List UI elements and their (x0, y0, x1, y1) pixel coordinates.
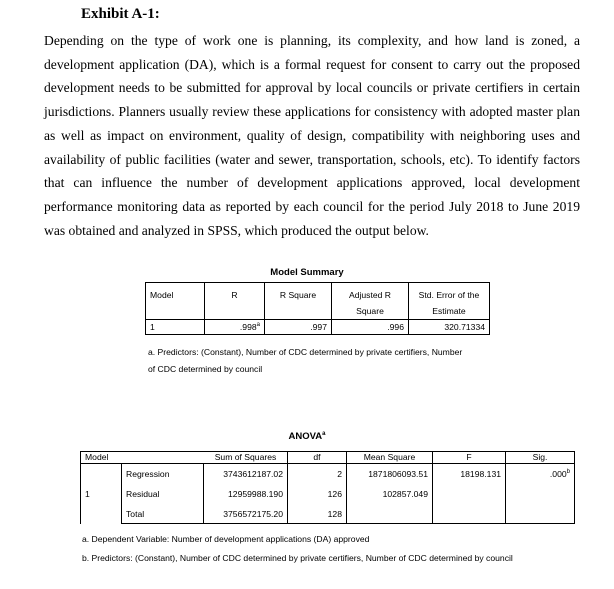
anova-header-df: df (288, 452, 347, 464)
anova-sig-footnote-mark: b (566, 468, 570, 475)
ms-cell-r (205, 320, 265, 335)
anova-cell-df: 2 (288, 464, 347, 484)
anova-header-mean-square: Mean Square (347, 452, 433, 464)
anova-cell-label: Regression (122, 464, 204, 484)
anova-row-total (81, 504, 575, 524)
model-summary-table (145, 282, 490, 335)
ms-cell-model: 1 (146, 320, 205, 335)
anova-cell-ms: 102857.049 (347, 484, 433, 504)
anova-cell-ss: 12959988.190 (204, 484, 288, 504)
anova-cell-ss: 3756572175.20 (204, 504, 288, 524)
ms-header-r-square: R Square (265, 283, 332, 320)
anova-header-row (81, 452, 575, 464)
anova-header-f: F (433, 452, 506, 464)
anova-table (80, 451, 575, 524)
ms-header-std-error: Std. Error of the Estimate (409, 283, 490, 320)
anova-cell-label: Total (122, 504, 204, 524)
anova-header-sig: Sig. (506, 452, 575, 464)
model-summary-row (146, 320, 490, 335)
anova-cell-ss: 3743612187.02 (204, 464, 288, 484)
anova-header-sum-of-squares: Sum of Squares (204, 452, 288, 464)
anova-cell-f (433, 504, 506, 524)
anova-header-model: Model (81, 452, 204, 464)
anova-footnote-a: a. Dependent Variable: Number of development applications (DA) approved (82, 534, 370, 544)
ms-r-value: .998 (239, 322, 257, 332)
anova-cell-ms: 1871806093.51 (347, 464, 433, 484)
anova-title-footnote-mark: a (322, 430, 326, 437)
anova-cell-ms (347, 504, 433, 524)
model-summary-title: Model Summary (270, 267, 344, 278)
model-summary-header-row (146, 283, 490, 320)
anova-cell-df: 126 (288, 484, 347, 504)
anova-title-text: ANOVA (288, 431, 323, 442)
anova-row-regression (81, 464, 575, 484)
anova-cell-label: Residual (122, 484, 204, 504)
anova-cell-f (433, 484, 506, 504)
ms-header-model: Model (146, 283, 205, 320)
anova-footnotes (82, 530, 522, 568)
intro-paragraph: Depending on the type of work one is planning, its complexity, and how land is zoned, a development application (DA), which is a formal request for consent to carry out the proposed development needs to be submitted for approval by local councils or private certifiers in certain jurisdictions. Planners usually review these applications for consistency with adopted master plan as well as impact on environment, quality of design, compatibility with neighboring uses and availability of public facilities (water and sewer, transportation, schools, etc). To identify factors that can influence the number of development applications approved, local development performance monitoring data as reported by each council for the period July 2018 to June 2019 was obtained and analyzed in SPSS, which produced the output below. (44, 33, 580, 238)
anova-footnote-b: b. Predictors: (Constant), Number of CDC determined by private certifiers, Number of CDC determined by council (82, 553, 513, 563)
model-summary-footnote: a. Predictors: (Constant), Number of CDC determined by private certifiers, Number of CDC determined by council (148, 347, 463, 374)
anova-cell-f: 18198.131 (433, 464, 506, 484)
anova-cell-model-number: 1 (81, 464, 122, 524)
anova-title (0, 431, 614, 442)
anova-row-residual (81, 484, 575, 504)
ms-header-adjusted-r-square: Adjusted R Square (332, 283, 409, 320)
ms-header-r: R (205, 283, 265, 320)
anova-cell-sig (506, 504, 575, 524)
ms-cell-adjusted-r-square: .996 (332, 320, 409, 335)
anova-cell-sig (506, 484, 575, 504)
anova-cell-df: 128 (288, 504, 347, 524)
anova-sig-value: .000 (549, 468, 567, 479)
ms-cell-std-error: 320.71334 (409, 320, 490, 335)
exhibit-title: Exhibit A-1: (81, 6, 160, 22)
ms-r-footnote-mark: a (256, 322, 260, 329)
ms-cell-r-square: .997 (265, 320, 332, 335)
anova-cell-sig (506, 464, 575, 484)
